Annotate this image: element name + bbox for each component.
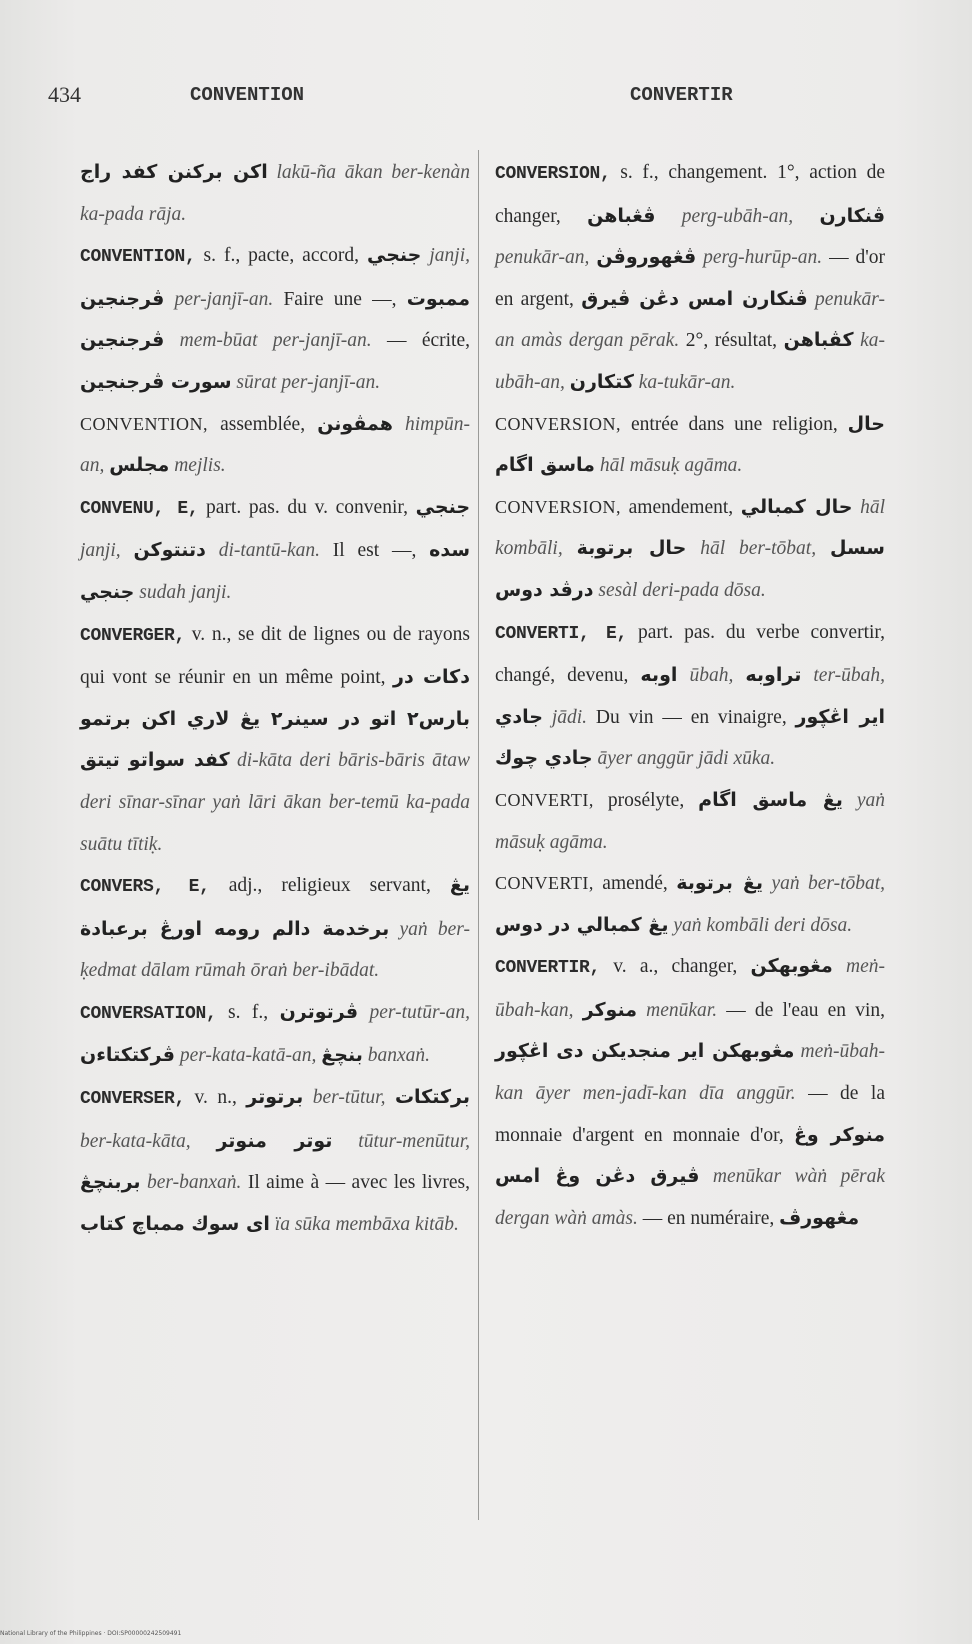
transliteration: meṅ-ūbah-kan āyer men-jadī-kan dīa anggūr. bbox=[495, 1041, 885, 1105]
arabic-script: تراوبه bbox=[745, 664, 802, 687]
definition-text: assemblée, bbox=[220, 413, 306, 435]
left-column bbox=[80, 152, 470, 1245]
dictionary-entry bbox=[80, 152, 470, 235]
headword: CONVERTIR, bbox=[495, 958, 601, 979]
definition-text: — de la monnaie d'argent en monnaie d'or, bbox=[495, 1083, 885, 1146]
arabic-script: توتر منوتر bbox=[216, 1129, 333, 1152]
transliteration: hāl māsuḳ agāma. bbox=[599, 455, 743, 477]
transliteration: āyer anggūr jādi xūka. bbox=[597, 748, 776, 770]
running-header bbox=[0, 82, 972, 112]
arabic-script: بركتكات bbox=[394, 1086, 470, 1109]
dictionary-entry bbox=[495, 487, 885, 612]
transliteration: ber-banxaṅ. bbox=[146, 1172, 242, 1194]
dictionary-entry bbox=[495, 780, 885, 863]
arabic-script: جنجي bbox=[367, 244, 422, 267]
arabic-script: مڠوبهكن bbox=[750, 955, 833, 978]
definition-text: — écrite, bbox=[387, 330, 471, 352]
definition-text: v. a., changer, bbox=[613, 956, 738, 978]
definition-text: Il est —, bbox=[332, 540, 417, 562]
transliteration: perg-ubāh-an, bbox=[681, 205, 794, 227]
arabic-script: كڤباهن bbox=[783, 329, 854, 352]
definition-text: Il aime à — avec les livres, bbox=[247, 1172, 471, 1194]
definition-text: — d'or en argent, bbox=[495, 247, 885, 310]
arabic-script: ڤڠهوروڤن bbox=[596, 246, 697, 269]
transliteration: di-tantū-kan. bbox=[218, 540, 320, 562]
headword: CONVENTION, bbox=[80, 247, 196, 268]
definition-text: part. pas. du verbe convertir, changé, devenu, bbox=[495, 621, 886, 687]
arabic-script: سده جنجي bbox=[80, 539, 471, 603]
transliteration: mejlis. bbox=[174, 455, 226, 477]
arabic-script: سورت ڤرجنجين bbox=[80, 370, 232, 393]
transliteration: yaṅ māsuḳ agāma. bbox=[495, 789, 886, 853]
arabic-script: اى سوك ممباچ كتاب bbox=[80, 1212, 270, 1235]
arabic-script: حال كمبالي bbox=[740, 495, 853, 518]
arabic-script: منوكر bbox=[582, 998, 637, 1021]
transliteration: per-kata-katā-an, bbox=[179, 1045, 317, 1067]
transliteration: ïa sūka membāxa kitāb. bbox=[274, 1213, 459, 1235]
definition-text: s. f., pacte, accord, bbox=[203, 245, 360, 267]
arabic-script: همڤونن bbox=[317, 412, 393, 435]
transliteration: tūtur-menūtur, bbox=[358, 1130, 471, 1152]
arabic-script: منوكر وڠ ڤيرق دڠن وڠ امس bbox=[495, 1123, 885, 1188]
arabic-script: يڠ برخدمة دالم رومه اورڠ برعبادة bbox=[80, 874, 470, 940]
transliteration: penukār-an, bbox=[495, 247, 590, 269]
transliteration: jādi. bbox=[551, 706, 588, 728]
dictionary-entry bbox=[495, 152, 885, 404]
headword: CONVERSATION, bbox=[80, 1003, 217, 1024]
definition-text: v. n., bbox=[194, 1087, 237, 1109]
dictionary-entry bbox=[495, 612, 885, 780]
dictionary-entry bbox=[495, 863, 885, 946]
arabic-script: ممبوت ڤرجنجين bbox=[80, 287, 471, 352]
transliteration: himpūn-an, bbox=[80, 413, 471, 477]
definition-text: Du vin — en vinaigre, bbox=[595, 706, 787, 728]
definition-text: — en numéraire, bbox=[642, 1207, 775, 1229]
transliteration: lakū-ña ākan ber-kenàn ka-pada rāja. bbox=[80, 162, 470, 225]
sub-headword: CONVERSION, bbox=[495, 413, 622, 434]
headword: CONVERS, E, bbox=[80, 877, 210, 898]
transliteration: perg-hurūp-an. bbox=[703, 247, 823, 269]
transliteration: menūkar. bbox=[646, 999, 718, 1021]
transliteration: menūkar wàṅ pērak dergan wàṅ amàs. bbox=[495, 1166, 886, 1229]
dictionary-entry bbox=[80, 404, 470, 487]
headword: CONVERTI, E, bbox=[495, 623, 628, 644]
arabic-script: ڤنكارن bbox=[819, 204, 886, 227]
transliteration: hāl ber-tōbat, bbox=[700, 538, 817, 560]
arabic-script: ڤڠباهن bbox=[587, 204, 656, 227]
arabic-script: ڤرتوترن bbox=[279, 1000, 359, 1023]
transliteration: yaṅ ber-tōbat, bbox=[771, 873, 886, 895]
arabic-script: سسل درڤد دوس bbox=[495, 537, 885, 601]
arabic-script: جنجي bbox=[415, 495, 471, 518]
arabic-script: دتنتوكن bbox=[133, 539, 206, 562]
transliteration: yaṅ kombāli deri dōsa. bbox=[673, 914, 853, 936]
definition-text: adj., religieux servant, bbox=[228, 875, 431, 897]
headword: CONVERGER, bbox=[80, 625, 186, 646]
transliteration: sudah janji. bbox=[139, 581, 232, 603]
definition-text: amendement, bbox=[628, 496, 734, 518]
arabic-script: حال ماسق اگام bbox=[495, 412, 885, 477]
transliteration: di-kāta deri bāris-bāris ātaw deri sīnar-sīnar yaṅ lāri ākan ber-temū ka-pada suātu tītiḳ. bbox=[80, 750, 471, 855]
definition-text: amendé, bbox=[602, 873, 668, 895]
definition-text: 2°, résultat, bbox=[685, 330, 778, 352]
definition-text: prosélyte, bbox=[607, 789, 685, 811]
arabic-script: مڠوبهكن اير منجديكن دى اڠڮور bbox=[495, 1040, 795, 1063]
dictionary-entry bbox=[80, 487, 470, 614]
sub-headword: CONVERTI, bbox=[495, 789, 594, 810]
arabic-script: ڤرجنجين bbox=[80, 287, 165, 310]
arabic-script: اكن بركنن كفد راج bbox=[80, 161, 268, 183]
arabic-script: اوبه bbox=[640, 664, 678, 687]
right-running-title: CONVERTIR bbox=[630, 84, 733, 106]
headword: CONVENU, E, bbox=[80, 498, 199, 519]
arabic-script: دكات در بارس٢ اتو در سينر٢ يڠ لاري اكن برتمو كفد سواتو تيتق bbox=[80, 666, 470, 772]
transliteration: per-janjī-an. bbox=[174, 288, 274, 310]
headword: CONVERSER, bbox=[80, 1089, 186, 1110]
definition-text: Faire une —, bbox=[283, 288, 397, 310]
right-column bbox=[495, 152, 885, 1239]
arabic-script: برتوتر bbox=[246, 1086, 304, 1109]
arabic-script: ڤنكارن امس دڠن ڤيرق bbox=[581, 287, 808, 310]
definition-text: — de l'eau en vin, bbox=[726, 999, 885, 1021]
dictionary-entry bbox=[80, 235, 470, 403]
dictionary-entry bbox=[80, 992, 470, 1077]
transliteration: penukār-an amàs dergan pērak. bbox=[495, 288, 885, 352]
column-divider bbox=[478, 150, 479, 1520]
dictionary-entry bbox=[80, 1077, 470, 1245]
transliteration: sesàl deri-pada dōsa. bbox=[598, 579, 766, 601]
sub-headword: CONVERSION, bbox=[495, 496, 622, 517]
arabic-script: بنچڠ bbox=[321, 1044, 363, 1067]
definition-text: s. f., bbox=[227, 1001, 269, 1023]
transliteration: ka-tukār-an. bbox=[638, 371, 736, 393]
arabic-script: مجلس bbox=[109, 454, 170, 477]
transliteration: janji, bbox=[429, 245, 470, 267]
definition-text: part. pas. du v. convenir, bbox=[206, 496, 408, 518]
arabic-script: يڠ برتوبة bbox=[676, 872, 764, 895]
transliteration: janji, bbox=[80, 540, 121, 562]
sub-headword: CONVENTION, bbox=[80, 413, 208, 434]
dictionary-entry bbox=[80, 865, 470, 992]
transliteration: banxaṅ. bbox=[367, 1045, 431, 1067]
arabic-script: حال برتوبة bbox=[576, 537, 687, 560]
transliteration: yaṅ ber-ḳedmat dālam rūmah ōraṅ ber-ibādat. bbox=[80, 918, 470, 982]
dictionary-entry bbox=[80, 614, 470, 866]
transliteration: per-tutūr-an, bbox=[369, 1001, 471, 1023]
scan-footer: National Library of the Philippines · DOI:SP00000242509491 bbox=[0, 1630, 182, 1637]
arabic-script: جادي bbox=[495, 705, 543, 728]
arabic-script: مڠهورڤ bbox=[779, 1206, 860, 1229]
transliteration: hāl kombāli, bbox=[495, 496, 886, 560]
transliteration: ka-ubāh-an, bbox=[495, 330, 886, 393]
left-running-title: CONVENTION bbox=[190, 84, 305, 106]
transliteration: ter-ūbah, bbox=[813, 665, 886, 687]
definition-text: v. n., se dit de lignes ou de rayons qui vont se réunir en un même point, bbox=[80, 623, 470, 689]
transliteration: ber-tūtur, bbox=[312, 1087, 386, 1109]
transliteration: mem-būat per-janjī-an. bbox=[179, 330, 372, 352]
definition-text: s. f., changement. 1°, action de changer, bbox=[495, 162, 885, 227]
arabic-script: اير اڠڮور جادي چوك bbox=[495, 705, 885, 770]
arabic-script: بربنچڠ bbox=[80, 1171, 141, 1194]
transliteration: ber-kata-kāta, bbox=[80, 1130, 191, 1152]
arabic-script: كتكارن bbox=[569, 370, 634, 393]
arabic-script: يڠ كمبالي در دوس bbox=[495, 913, 669, 936]
transliteration: meṅ-ūbah-kan, bbox=[495, 956, 885, 1021]
definition-text: entrée dans une religion, bbox=[630, 413, 838, 435]
transliteration: sūrat per-janjī-an. bbox=[236, 371, 381, 393]
dictionary-entry bbox=[495, 946, 885, 1239]
arabic-script: يڠ ماسق اگام bbox=[698, 788, 843, 811]
dictionary-entry bbox=[495, 404, 885, 487]
sub-headword: CONVERTI, bbox=[495, 873, 594, 894]
page-number: 434 bbox=[48, 82, 81, 107]
headword: CONVERSION, bbox=[495, 164, 611, 184]
arabic-script: ڤركتكتاءن bbox=[80, 1044, 175, 1067]
transliteration: ūbah, bbox=[689, 665, 734, 687]
